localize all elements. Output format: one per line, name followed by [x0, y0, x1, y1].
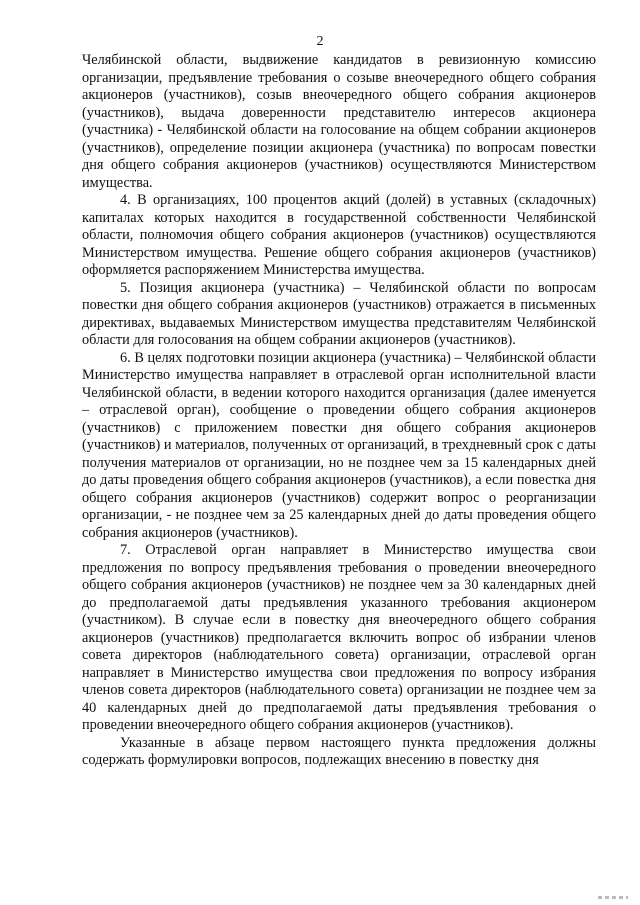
paragraph-4: 4. В организациях, 100 процентов акций (долей) в уставных (складочных) капиталах которых находится в государственной собственности Челябинской области, полномочия общего собрания акционеров (участников) осуществляются Министерством имущества. Решение общего собрания акционеров (участников) оформляется распоряжением Министерства имущества.: [82, 192, 596, 278]
document-body: [82, 52, 596, 770]
paragraph-continuation: Челябинской области, выдвижение кандидатов в ревизионную комиссию организации, предъявление требования о созыве внеочередного общего собрания акционеров (участников), созыв внеочередного общего собрания акционеров (участников), выдача доверенности представителю интересов акционера (участника) - Челябинской области на голосование на общем собрании акционеров (участников), определение позиции акционера (участника) по вопросам повестки дня общего собрания акционеров (участников) осуществляются Министерством имущества.: [82, 52, 596, 191]
paragraph-7: 7. Отраслевой орган направляет в Министерство имущества свои предложения по вопросу предъявления требования о проведении внеочередного общего собрания акционеров (участников) не позднее чем за 30 календарных дней до предполагаемой даты предъявления указанного требования акционером (участником). В случае если в повестку дня внеочередного общего собрания акционеров (участников) предполагается включить вопрос об избрании членов совета директоров (наблюдательного совета) организации, отраслевой орган направляет в Министерство имущества свои предложения по вопросу избрания членов совета директоров (наблюдательного совета) организации не позднее чем за 40 календарных дней до предполагаемой даты предъявления требования о проведении внеочередного общего собрания акционеров (участников).: [82, 542, 596, 733]
page-number: 2: [316, 34, 324, 49]
paragraph-6: 6. В целях подготовки позиции акционера (участника) – Челябинской области Министерство имущества направляет в отраслевой орган исполнительной власти Челябинской области, в ведении которого находится организация (далее именуется – отраслевой орган), сообщение о проведении общего собрания акционеров (участников) с приложением повестки дня общего собрания акционеров (участников) и материалов, полученных от организаций, в трехдневный срок с даты получения материалов от организации, но не позднее чем за 15 календарных дней до даты проведения общего собрания акционеров (участников), а если повестка дня общего собрания акционеров (участников) содержит вопрос о реорганизации организации, - не позднее чем за 25 календарных дней до даты проведения общего собрания акционеров (участников).: [82, 349, 596, 541]
paragraph-5: 5. Позиция акционера (участника) – Челябинской области по вопросам повестки дня общего собрания акционеров (участников) отражается в письменных директивах, выдаваемых Министерством имущества представителям Челябинской области для голосования на общем собрании акционеров (участников).: [82, 279, 596, 348]
paragraph-7-second: Указанные в абзаце первом настоящего пункта предложения должны содержать формулировки вопросов, подлежащих внесению в повестку дня: [82, 734, 596, 768]
scan-artifact: [598, 896, 628, 899]
